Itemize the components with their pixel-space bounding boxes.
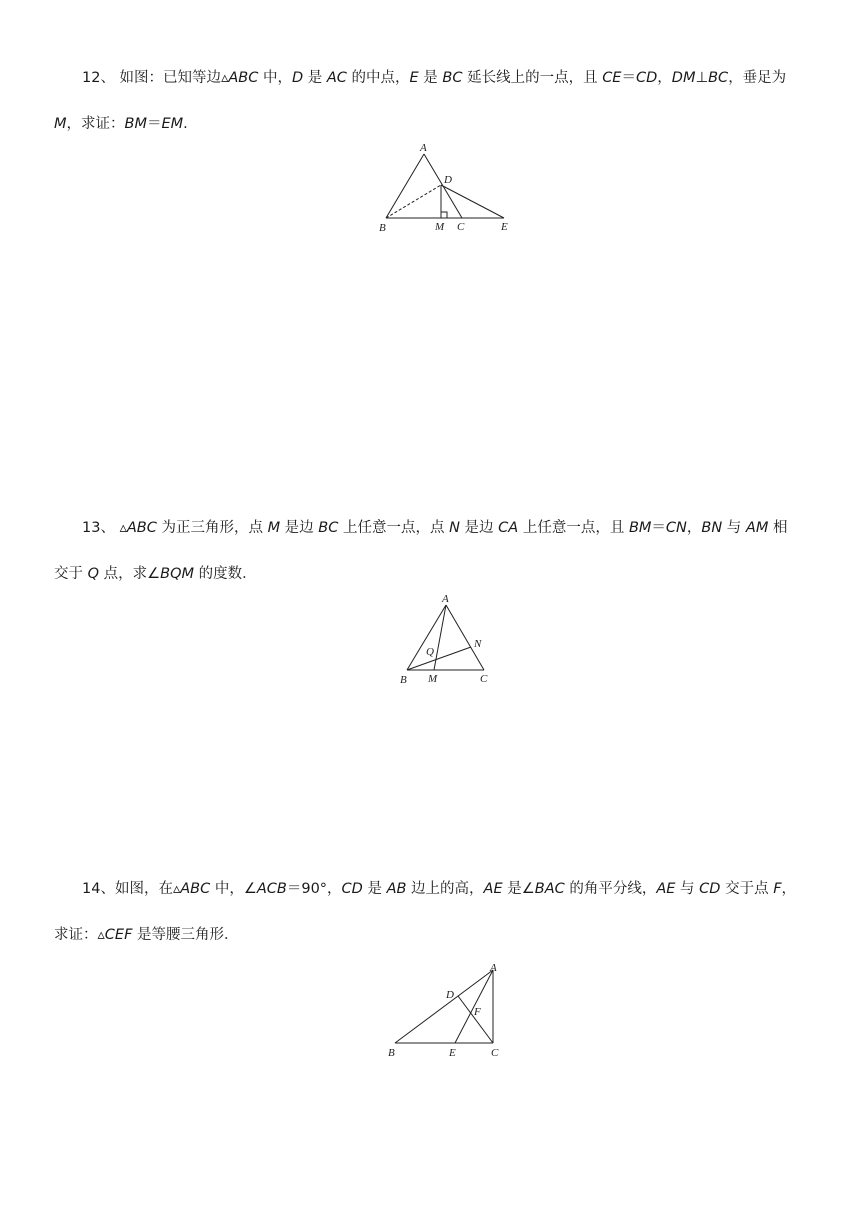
text-segment: 是边 xyxy=(280,520,319,536)
label-e: E xyxy=(501,221,508,233)
text-segment: ▵ xyxy=(221,70,229,86)
text-segment: 上任意一点，且 xyxy=(518,520,629,536)
text-segment: ▵ xyxy=(172,881,181,897)
right-angle-mark xyxy=(441,212,447,218)
text-segment: ▵ xyxy=(119,520,127,536)
text-segment: 的中点， xyxy=(346,70,410,86)
label-a: A xyxy=(420,142,427,154)
math-variable: N xyxy=(449,520,460,536)
label-c: C xyxy=(491,1047,499,1059)
math-variable: EM xyxy=(161,116,184,132)
math-variable: AE xyxy=(656,881,676,897)
math-variable: BQM xyxy=(160,566,195,582)
math-variable: AB xyxy=(386,881,407,897)
segment-ac xyxy=(446,605,484,670)
math-variable: CE xyxy=(602,70,622,86)
text-segment: 上任意一点，点 xyxy=(338,520,450,536)
math-variable: BAC xyxy=(534,881,565,897)
text-segment: 的度数． xyxy=(194,566,257,582)
label-b: B xyxy=(400,674,407,686)
label-b: B xyxy=(379,222,386,234)
text-segment: 边上的高， xyxy=(406,881,484,897)
label-q: Q xyxy=(426,646,434,658)
problem-14-line-2 xyxy=(54,923,239,944)
text-segment: 的角平分线， xyxy=(564,881,657,897)
problem-12-line-1 xyxy=(82,66,786,87)
problem-12-line-2 xyxy=(54,112,188,133)
problem-13-line-2 xyxy=(54,562,257,583)
label-c: C xyxy=(480,673,488,685)
text-segment: 相 xyxy=(768,520,788,536)
math-variable: F xyxy=(773,881,782,897)
text-segment: ， xyxy=(686,520,702,536)
text-segment: ＝ xyxy=(651,520,666,536)
problem-14-line-1 xyxy=(82,877,796,898)
text-segment: 中， xyxy=(258,70,292,86)
math-variable: BC xyxy=(442,70,463,86)
label-f: F xyxy=(474,1006,481,1018)
math-variable: D xyxy=(291,70,304,86)
math-variable: CN xyxy=(665,520,687,536)
math-variable: AE xyxy=(483,881,503,897)
math-variable: ABC xyxy=(228,70,259,86)
text-segment: ，垂足为 xyxy=(728,70,787,86)
math-variable: Q xyxy=(87,566,100,582)
math-variable: E xyxy=(409,70,419,86)
label-a: A xyxy=(490,962,497,974)
math-variable: CA xyxy=(498,520,519,536)
text-segment: 是 xyxy=(303,70,327,86)
math-variable: BC xyxy=(708,70,729,86)
text-segment: 为正三角形，点 xyxy=(156,520,268,536)
text-segment: 12、 如图：已知等边 xyxy=(82,70,222,86)
text-segment: 求证： xyxy=(54,927,98,943)
segment-ab xyxy=(395,970,493,1043)
text-segment: 是 xyxy=(362,881,387,897)
label-d: D xyxy=(446,989,454,1001)
segment-bn xyxy=(407,647,471,670)
math-variable: ABC xyxy=(126,520,157,536)
text-segment: 延长线上的一点，且 xyxy=(462,70,603,86)
text-segment: ， xyxy=(657,70,672,86)
segment-ac xyxy=(424,154,462,218)
math-variable: ACB xyxy=(256,881,287,897)
segment-cd xyxy=(458,996,493,1043)
text-segment: 13、 xyxy=(82,520,120,536)
label-d: D xyxy=(444,174,452,186)
math-variable: M xyxy=(54,116,67,132)
label-b: B xyxy=(388,1047,395,1059)
text-segment: 与 xyxy=(675,881,700,897)
segment-ab xyxy=(386,154,424,218)
segment-am xyxy=(434,605,446,670)
math-variable: BN xyxy=(701,520,723,536)
math-variable: CD xyxy=(699,881,721,897)
text-segment: ，求证： xyxy=(66,116,125,132)
text-segment: 是∠ xyxy=(502,881,535,897)
math-variable: AC xyxy=(326,70,347,86)
math-variable: BM xyxy=(628,520,652,536)
text-segment: ＝ xyxy=(146,116,162,132)
label-m: M xyxy=(435,221,445,233)
text-segment: 是边 xyxy=(459,520,499,536)
segment-ab xyxy=(407,605,446,670)
text-segment: . xyxy=(183,116,188,132)
label-e: E xyxy=(449,1047,456,1059)
text-segment: 14、如图，在 xyxy=(82,881,173,897)
math-variable: DM xyxy=(671,70,696,86)
text-segment: 中，∠ xyxy=(210,881,257,897)
text-segment: ⊥ xyxy=(695,70,709,86)
math-variable: CD xyxy=(341,881,363,897)
label-n: N xyxy=(474,638,482,650)
text-segment: 是 xyxy=(418,70,443,86)
text-segment: ， xyxy=(781,881,797,897)
text-segment: ＝ xyxy=(621,70,636,86)
math-variable: M xyxy=(267,520,281,536)
text-segment: 是等腰三角形． xyxy=(132,927,239,943)
math-variable: CEF xyxy=(104,927,133,943)
math-variable: CD xyxy=(635,70,658,86)
segment-de xyxy=(441,185,504,218)
label-c: C xyxy=(457,221,465,233)
label-a: A xyxy=(442,593,449,605)
text-segment: 与 xyxy=(722,520,746,536)
text-segment: 交于 xyxy=(54,566,88,582)
text-segment: 点，求∠ xyxy=(99,566,161,582)
text-segment: ▵ xyxy=(97,927,105,943)
math-variable: ABC xyxy=(180,881,211,897)
segment-bd-dashed xyxy=(386,185,441,218)
math-variable: AM xyxy=(745,520,769,536)
problem-13-line-1 xyxy=(82,516,787,537)
math-variable: BM xyxy=(124,116,147,132)
segment-ae xyxy=(455,970,493,1043)
text-segment: 交于点 xyxy=(720,881,774,897)
math-variable: BC xyxy=(318,520,339,536)
text-segment: ＝90°， xyxy=(286,881,342,897)
label-m: M xyxy=(428,673,438,685)
